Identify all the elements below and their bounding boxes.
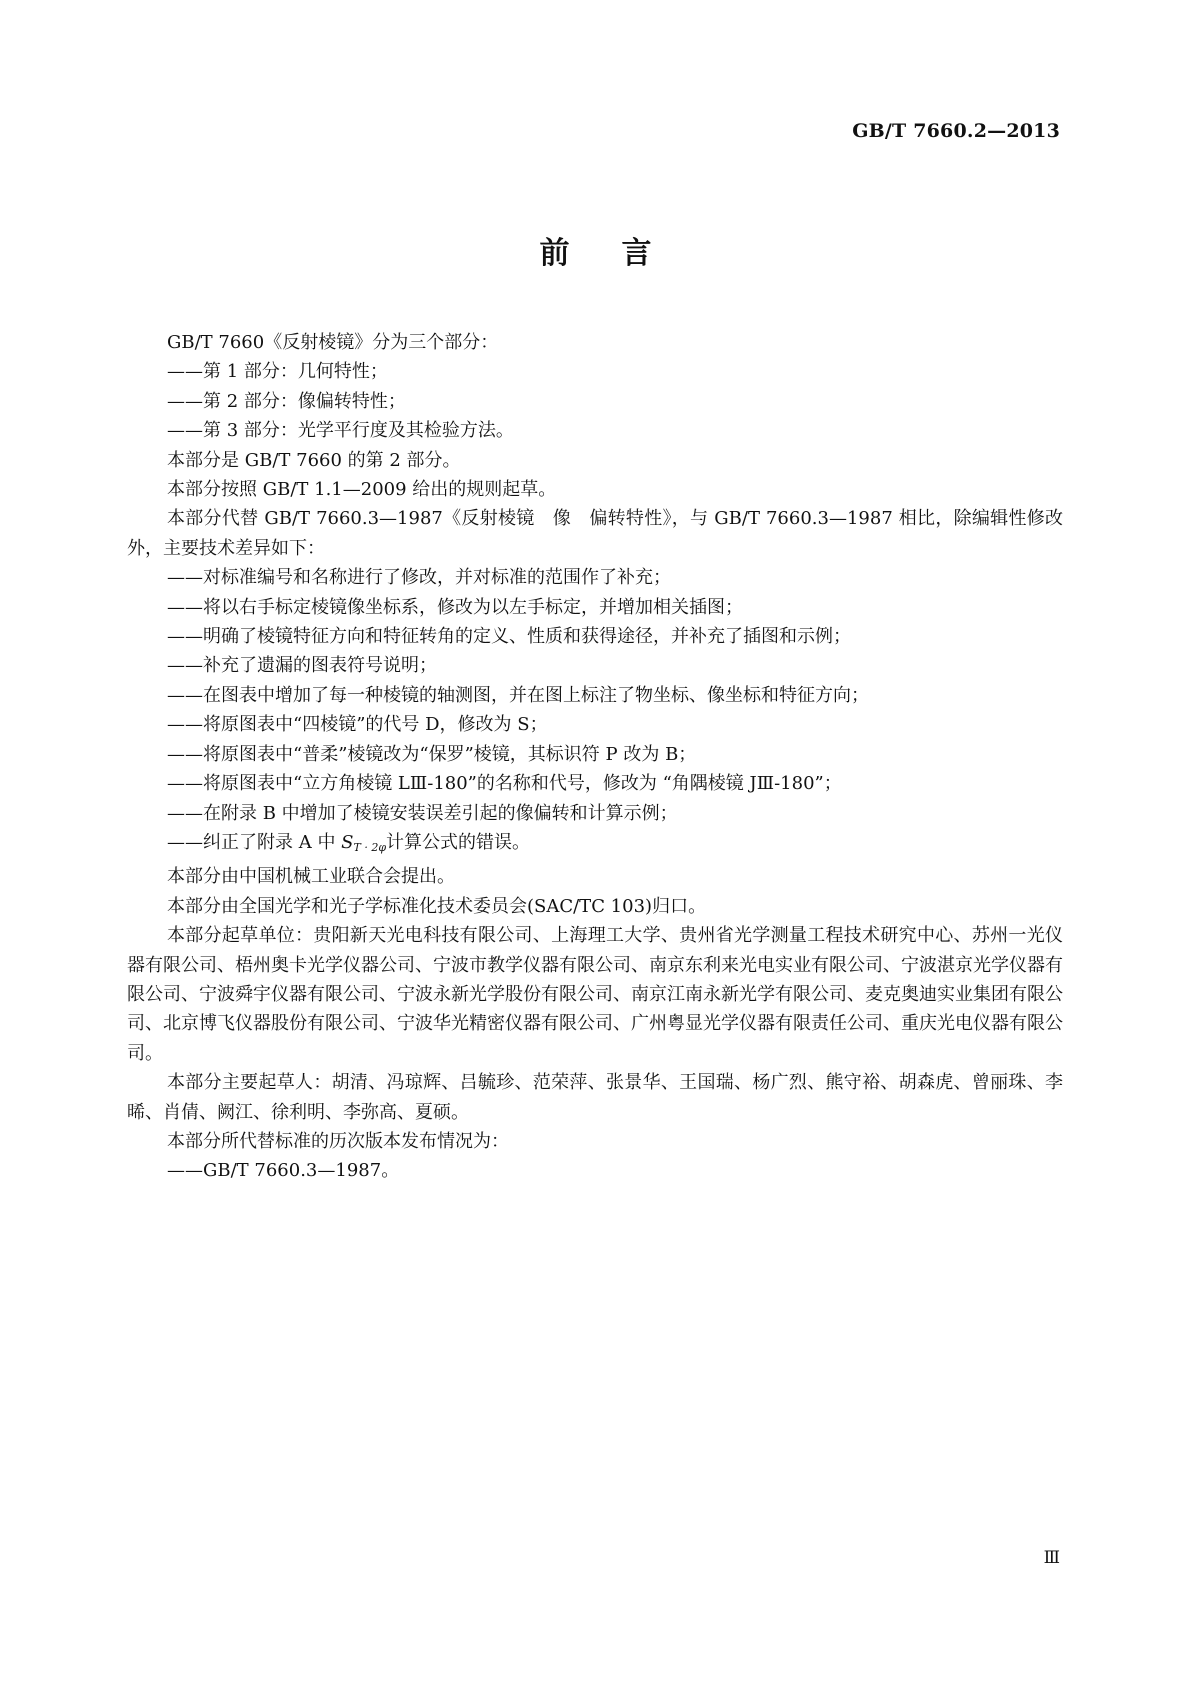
paragraph: GB/T 7660《反射棱镜》分为三个部分： xyxy=(167,332,499,353)
list-item: ——将原图表中“立方角棱镜 LⅢ-180”的名称和代号，修改为 “角隅棱镜 JⅢ-180”； xyxy=(167,773,842,795)
paragraph: 本部分所代替标准的历次版本发布情况为： xyxy=(167,1130,509,1152)
paragraph: 本部分代替 GB/T 7660.3—1987《反射棱镜 像 偏转特性》，与 GB/T 7660.3—1987 相比，除编辑性修改外，主要技术差异如下： xyxy=(127,508,1063,559)
list-item: ——将以右手标定棱镜像坐标系，修改为以左手标定，并增加相关插图； xyxy=(167,596,743,618)
list-item: ——明确了棱镜特征方向和特征转角的定义、性质和获得途径，并补充了插图和示例； xyxy=(167,626,851,648)
paragraph: 本部分由中国机械工业联合会提出。 xyxy=(167,866,455,888)
list-item: ——第 1 部分：几何特性； xyxy=(167,361,388,383)
paragraph: 本部分按照 GB/T 1.1—2009 给出的规则起草。 xyxy=(167,479,557,501)
paragraph: 本部分由全国光学和光子学标准化技术委员会(SAC/TC 103)归口。 xyxy=(167,895,707,917)
formula-symbol xyxy=(341,832,386,853)
list-item: ——在图表中增加了每一种棱镜的轴测图，并在图上标注了物坐标、像坐标和特征方向； xyxy=(167,684,869,706)
list-item: ——第 3 部分：光学平行度及其检验方法。 xyxy=(167,420,514,442)
paragraph: 本部分起草单位：贵阳新天光电科技有限公司、上海理工大学、贵州省光学测量工程技术研究中心、苏州一光仪器有限公司、梧州奥卡光学仪器公司、宁波市教学仪器有限公司、南京东利来光电实业有限公司、宁波湛京光学仪器有限公司、宁波舜宇仪器有限公司、宁波永新光学股份有限公司、南京江南永新光学有限公司、麦克奥迪实业集团有限公司、北京博飞仪器股份有限公司、宁波华光精密仪器有限公司、广州粤显光学仪器有限责任公司、重庆光电仪器有限公司。 xyxy=(127,925,1063,1064)
standard-number: GB/T 7660.2—2013 xyxy=(852,120,1060,142)
paragraph: 本部分主要起草人：胡清、冯琼辉、吕毓珍、范荣萍、张景华、王国瑞、杨广烈、熊守裕、胡森虎、曾丽珠、李晞、肖倩、阙江、徐利明、李弥高、夏硕。 xyxy=(127,1072,1063,1123)
list-item: ——补充了遗漏的图表符号说明； xyxy=(167,655,437,677)
page-number: Ⅲ xyxy=(1043,1548,1060,1568)
formula-subscript: T · 2φ xyxy=(353,840,387,854)
formula-text-before: ——纠正了附录 A 中 xyxy=(167,831,342,853)
list-item: ——对标准编号和名称进行了修改，并对标准的范围作了补充； xyxy=(167,567,671,589)
list-item: ——GB/T 7660.3—1987。 xyxy=(167,1160,400,1182)
formula-symbol-letter: S xyxy=(341,831,354,853)
list-item: ——将原图表中“四棱镜”的代号 D，修改为 S； xyxy=(167,714,548,736)
list-item: ——将原图表中“普柔”棱镜改为“保罗”棱镜，其标识符 P 改为 B； xyxy=(167,743,697,765)
page-title: 前言 xyxy=(539,236,704,271)
formula-text-after: 计算公式的错误。 xyxy=(386,831,531,853)
list-item-formula xyxy=(127,828,1063,862)
list-item: ——第 2 部分：像偏转特性； xyxy=(167,390,406,412)
foreword-body xyxy=(127,328,1063,1186)
paragraph: 本部分是 GB/T 7660 的第 2 部分。 xyxy=(167,449,461,471)
list-item: ——在附录 B 中增加了棱镜安装误差引起的像偏转和计算示例； xyxy=(167,802,678,824)
